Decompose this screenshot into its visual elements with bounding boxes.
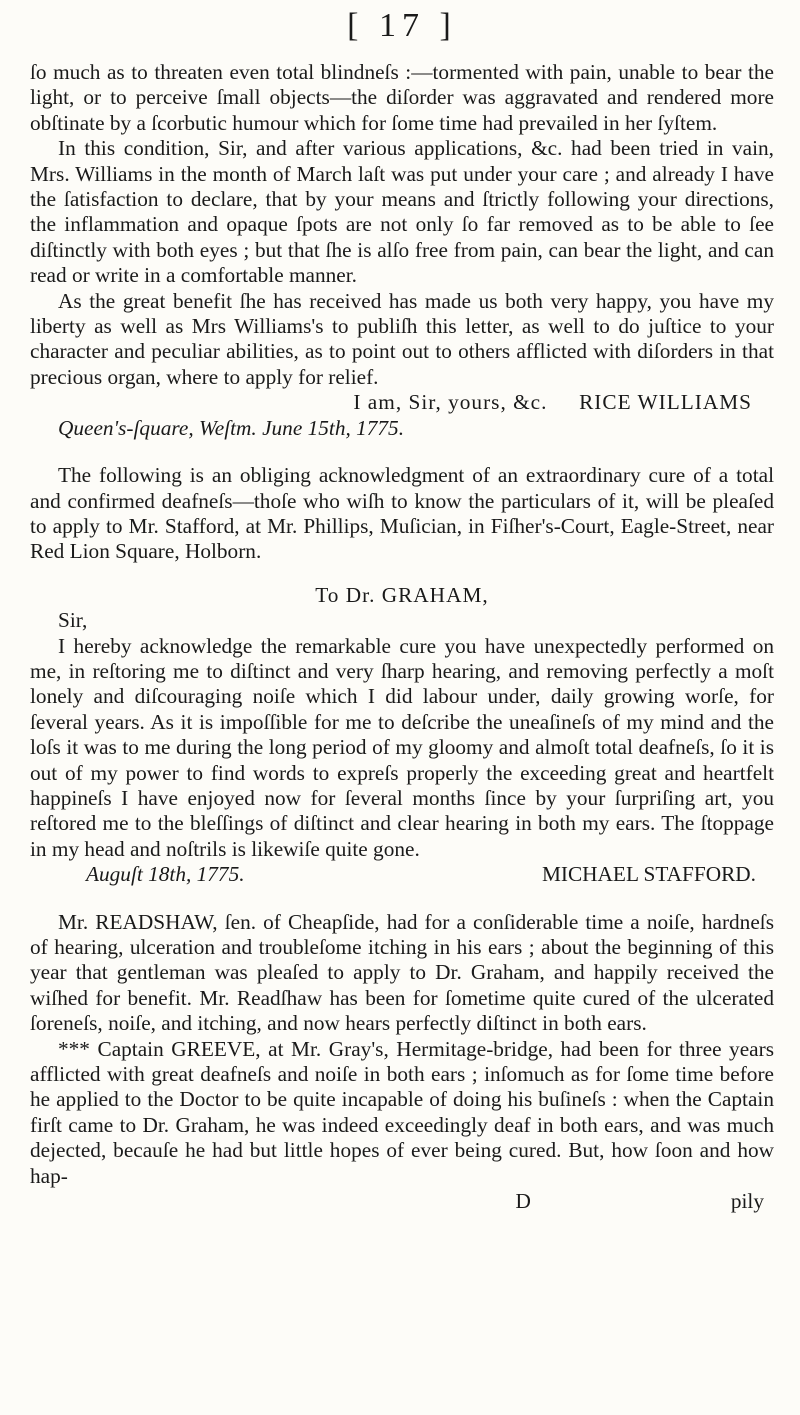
signature-date: Auguſt 18th, 1775. [86, 862, 245, 887]
salutation: Sir, [58, 608, 88, 633]
signatory-name: RICE WILLIAMS [579, 390, 752, 415]
paragraph-4: The following is an obliging acknowledgment of an extraordinary cure of a total and confirmed deafneſs—thoſe who wiſh to know the particulars of it, will be pleaſed to apply to Mr. Stafford, at Mr. Phillips, Muſician, in Fiſher's-Court, Eagle-Street, near Red Lion Square, Holborn. [30, 463, 774, 564]
page-number: [ 17 ] [347, 7, 457, 44]
letter-heading: To Dr. GRAHAM, [315, 582, 489, 607]
signature-mark: D [515, 1189, 531, 1214]
document-body [30, 60, 774, 1214]
paragraph-6: Mr. READSHAW, ſen. of Cheapſide, had for a conſiderable time a noiſe, hardneſs of hearing, ulceration and troubleſome itching in his ears ; about the beginning of this year that gentleman was pleaſed to apply to Dr. Graham, and happily received the wiſhed for benefit. Mr. Readſhaw has been for ſometime quite cured of the ulcerated ſoreneſs, noiſe, and itching, and now hears perfectly diſtinct in both ears. [30, 909, 774, 1036]
signature-place-date: Queen's-ſquare, Weſtm. June 15th, 1775. [58, 415, 405, 440]
signature-block-1 [30, 390, 774, 415]
page-footer [30, 1189, 774, 1214]
paragraph-5: I hereby acknowledge the remarkable cure you have unexpectedly performed on me, in reſtoring me to diſtinct and very ſharp hearing, and removing perfectly a moſt lonely and diſcouraging noiſe which I did labour under, daily growing worſe, for ſeveral years. As it is impoſſible for me to deſcribe the uneaſineſs of my mind and the loſs it was to me during the long period of my gloomy and almoſt total deafneſs, ſo it is out of my power to find words to expreſs properly the exceeding great and heartfelt happineſs I have enjoyed now for ſeveral months ſince by your ſurpriſing art, you reſtored me to the bleſſings of diſtinct and clear hearing in both my ears. The ſtoppage in my head and noſtrils is likewiſe quite gone. [30, 633, 774, 861]
catchword: pily [730, 1189, 764, 1214]
signatory-name-2: MICHAEL STAFFORD. [541, 862, 756, 887]
paragraph-2: In this condition, Sir, and after various applications, &c. had been tried in vain, Mrs. Williams in the month of March laſt was put under your care ; and already I have the ſatisfaction to declare, that by your means and ſtrictly following your directions, the inflammation and opaque ſpots are not only ſo far removed as to be able to ſee diſtinctly with both eyes ; but that ſhe is alſo free from pain, can bear the light, and can read or write in a comfortable manner. [30, 136, 774, 288]
closing: I am, Sir, yours, &c. [353, 390, 548, 415]
signature-block-2 [30, 862, 774, 887]
paragraph-1: ſo much as to threaten even total blindneſs :—tormented with pain, unable to bear the light, or to perceive ſmall objects—the diſorder was aggravated and rendered more obſtinate by a ſcorbutic humour which for ſome time had prevailed in her ſyſtem. [30, 60, 774, 135]
paragraph-7: *** Captain GREEVE, at Mr. Gray's, Hermitage-bridge, had been for three years afflicted with great deafneſs and noiſe in both ears ; inſomuch as for ſome time before he applied to the Doctor to be quite incapable of doing his buſineſs : when the Captain firſt came to Dr. Graham, he was indeed exceedingly deaf in both ears, and was much dejected, becauſe he had but little hopes of ever being cured. But, how ſoon and how hap- [30, 1036, 774, 1188]
paragraph-3: As the great benefit ſhe has received has made us both very happy, you have my liberty as well as Mrs Williams's to publiſh this letter, as well to do juſtice to your character and peculiar abilities, as to point out to others afflicted with diſorders in that precious organ, where to apply for relief. [30, 288, 774, 389]
